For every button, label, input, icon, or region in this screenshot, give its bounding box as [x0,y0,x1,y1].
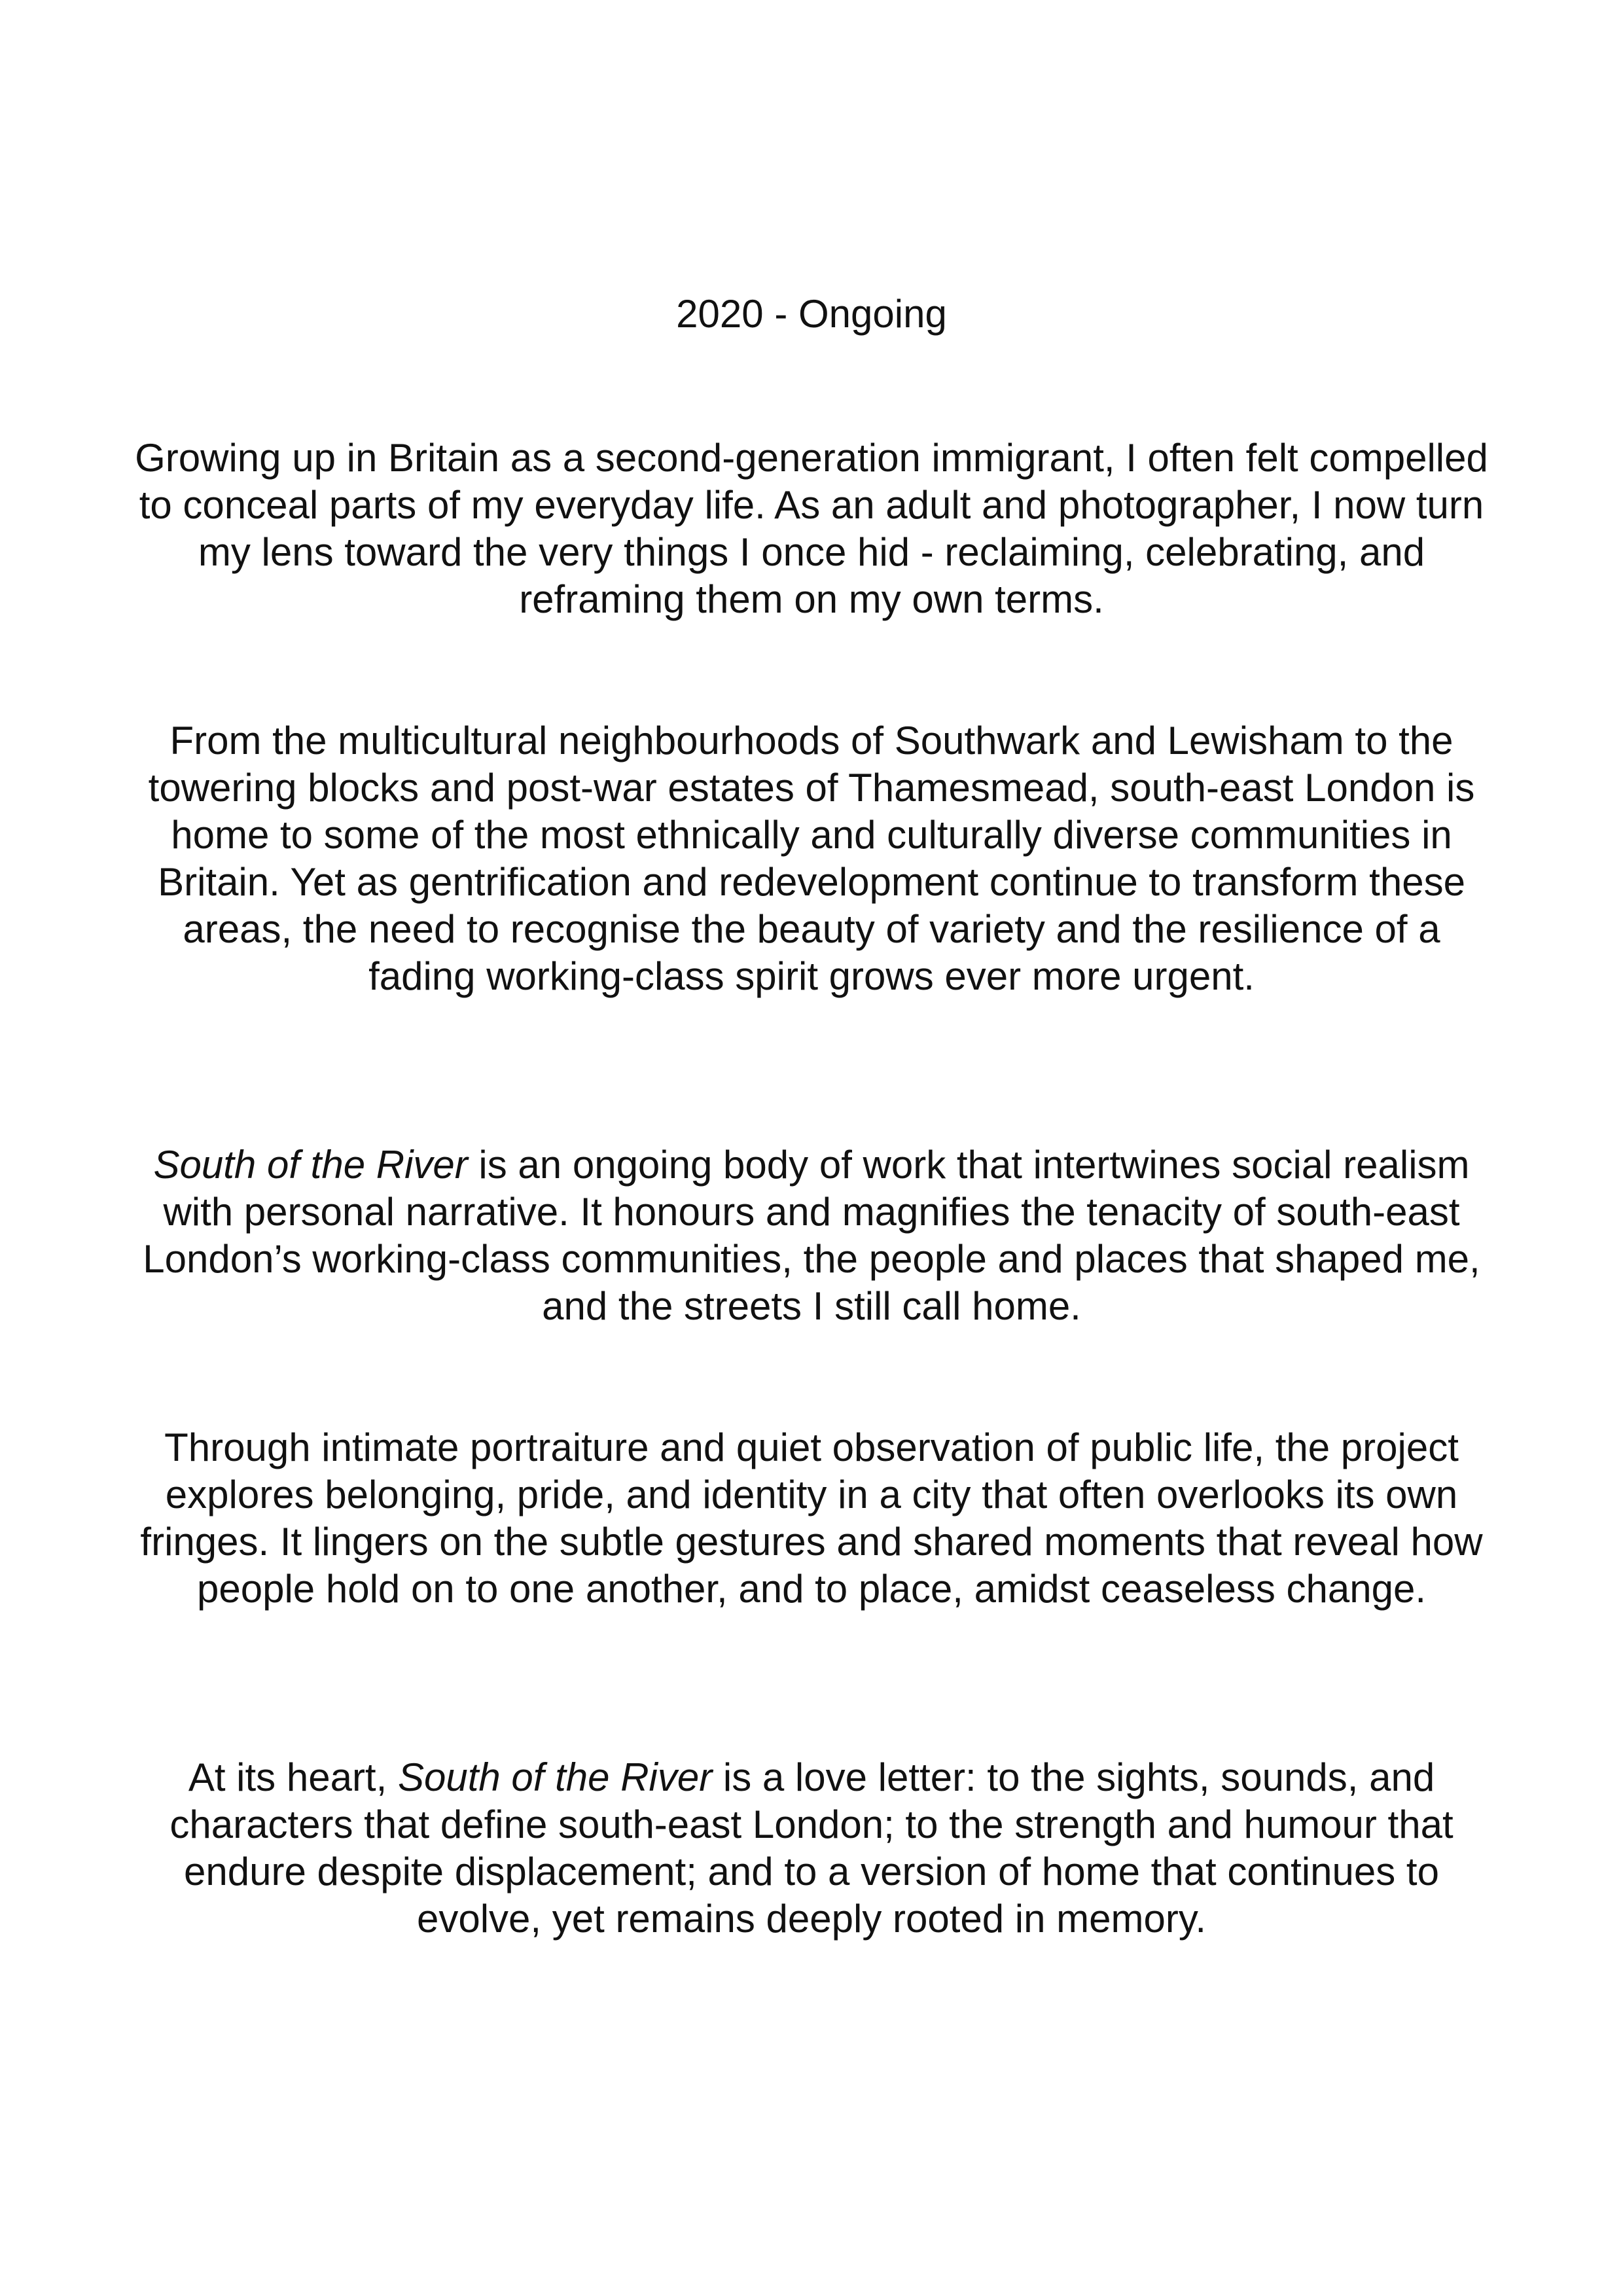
paragraph-lead: At its heart, [188,1755,398,1799]
date-range-heading: 2020 - Ongoing [676,292,947,336]
project-title: South of the River [397,1755,713,1799]
project-title: South of the River [153,1143,468,1187]
paragraph-project-description [131,1141,1492,1330]
paragraph-text: is an ongoing body of work that intertwines social realism with personal narrative. It honours and magnifies the tenacity of south-east London’s working-class communities, the people and places that shaped me, and the streets I still call home. [143,1143,1480,1328]
paragraph-portraiture: Through intimate portraiture and quiet observation of public life, the project explores belonging, pride, and identity in a city that often overlooks its own fringes. It lingers on the subtle gestures and shared moments that reveal how people hold on to one another, and to place, amidst ceaseless change. [140,1426,1483,1611]
paragraph-south-east-london: From the multicultural neighbourhoods of Southwark and Lewisham to the towering blocks and post-war estates of Thamesmead, south-east London is home to some of the most ethnically and culturally diverse communities in Britain. Yet as gentrification and redevelopment continue to transform these areas, the need to recognise the beauty of variety and the resilience of a fading working-class spirit grows ever more urgent. [148,719,1475,998]
paragraph-text: is a love letter: to the sights, sounds, and characters that define south-east London; to the strength and humour that endure despite displacement; and to a version of home that continues to evolve, yet remains deeply rooted in memory. [169,1755,1454,1941]
paragraph-love-letter [131,1754,1492,1943]
paragraph-intro: Growing up in Britain as a second-generation immigrant, I often felt compelled to conceal parts of my everyday life. As an adult and photographer, I now turn my lens toward the very things I once hid - reclaiming, celebrating, and reframing them on my own terms. [135,436,1488,621]
